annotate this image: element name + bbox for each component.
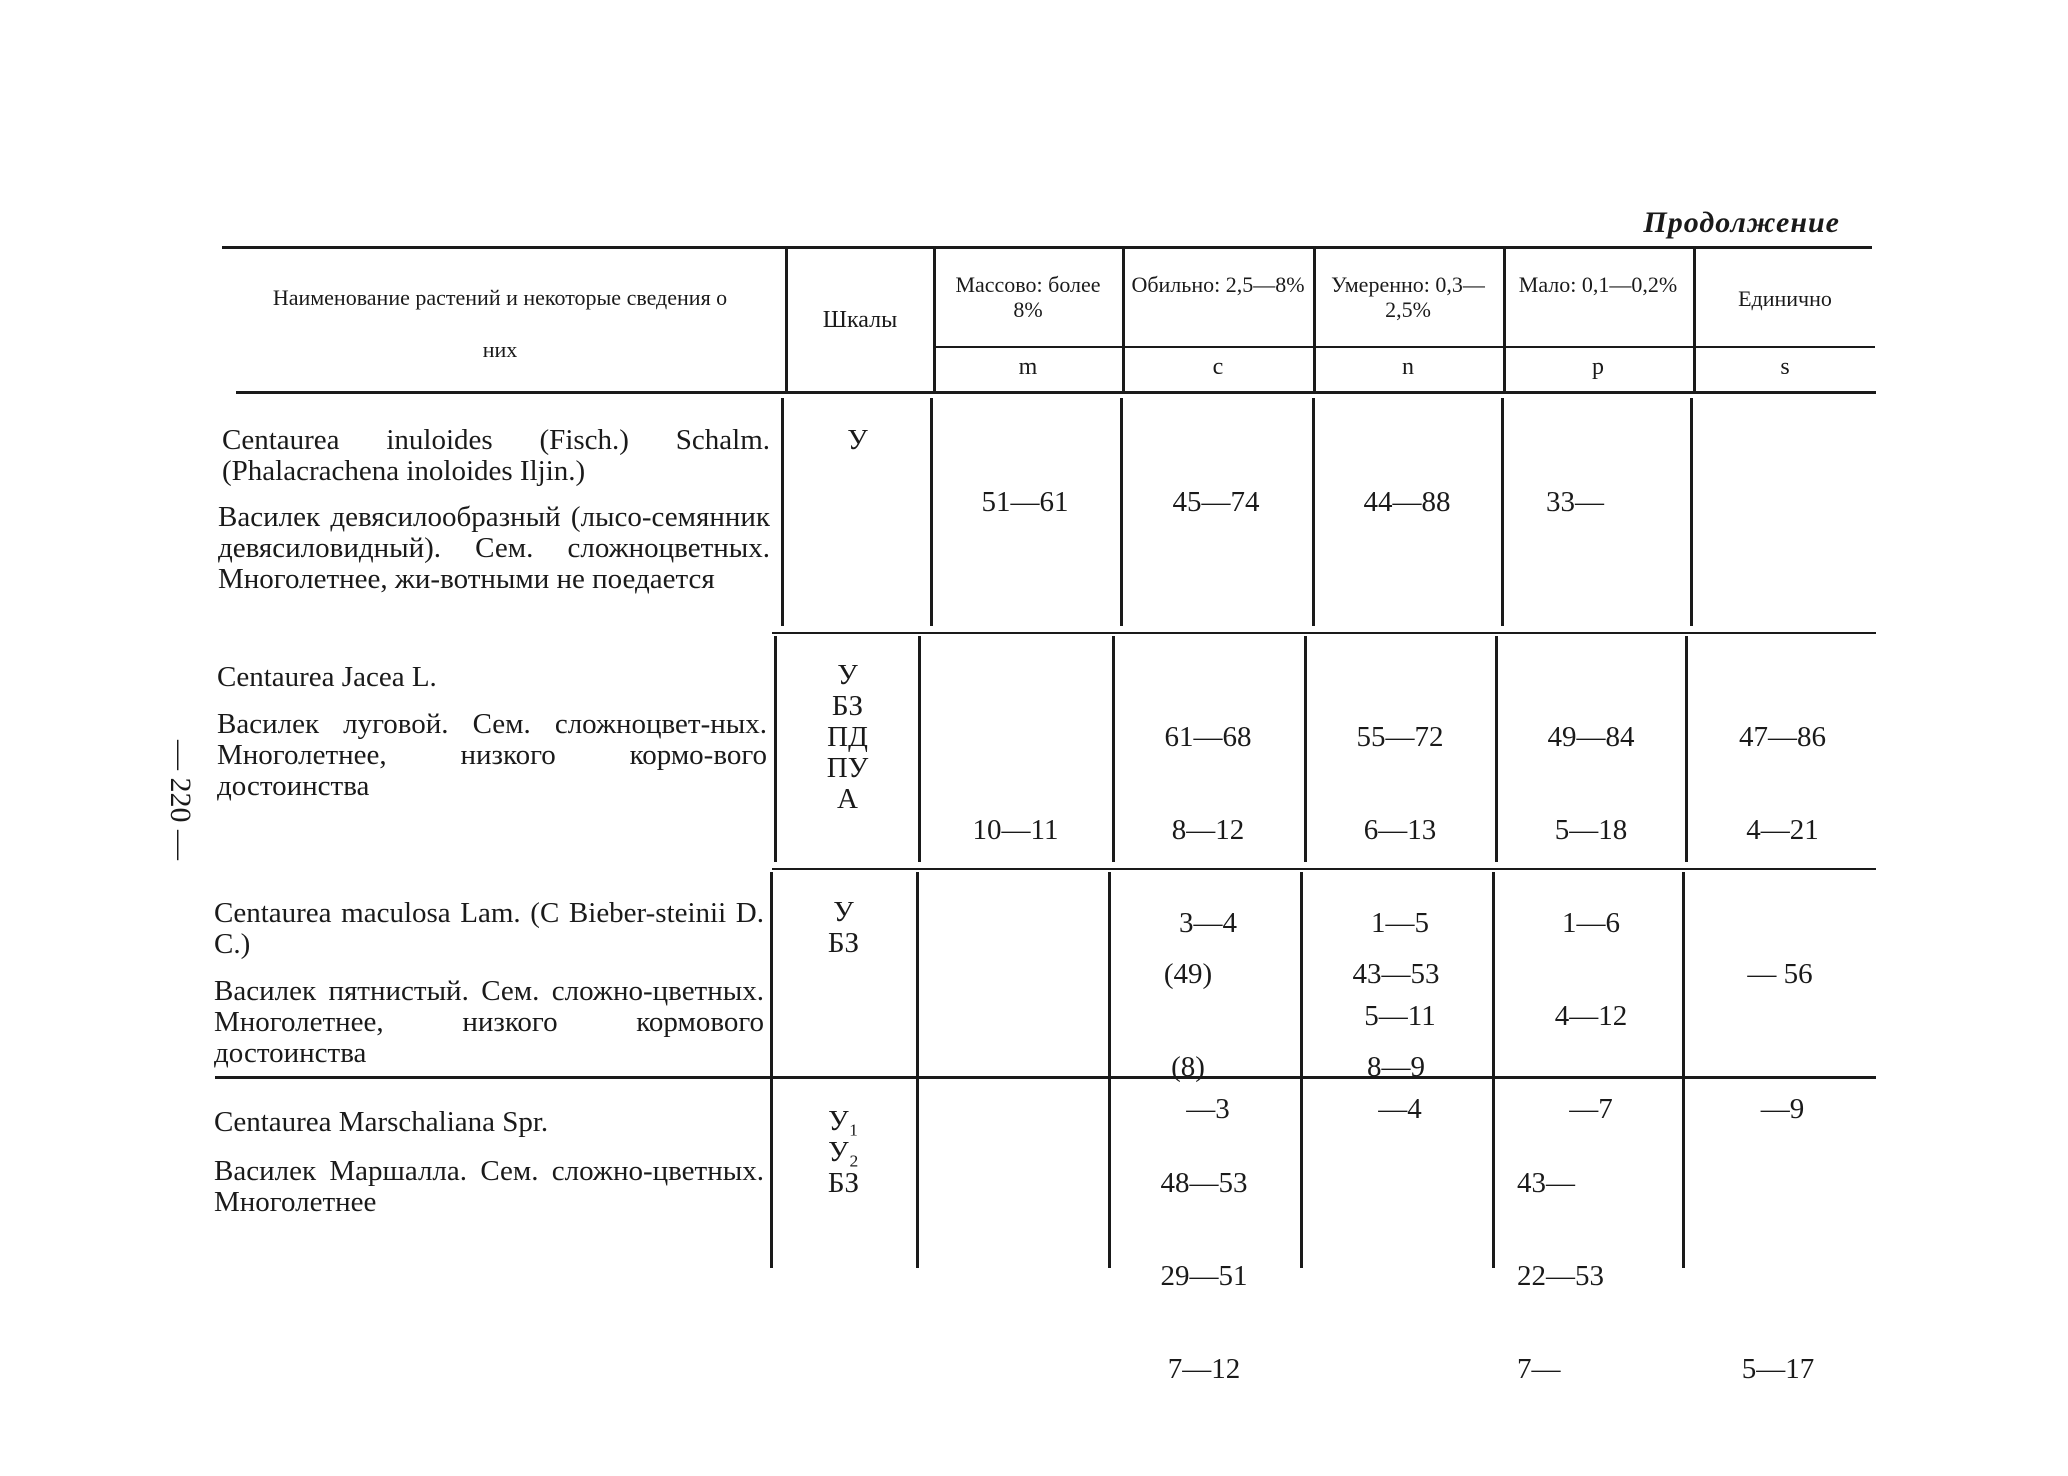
header-divider bbox=[1693, 248, 1696, 392]
value: 1—5 bbox=[1371, 907, 1429, 939]
scale-code: У bbox=[833, 896, 854, 928]
value: 51—61 bbox=[981, 486, 1069, 518]
header-mass: Массово: более 8% bbox=[955, 272, 1101, 322]
value-cell-m bbox=[935, 425, 1115, 580]
header-abundant: Обильно: 2,5—8% bbox=[1131, 272, 1305, 297]
column-divider bbox=[1492, 872, 1495, 1268]
scale-code: БЗ bbox=[831, 690, 864, 722]
value: 4—21 bbox=[1746, 814, 1819, 846]
value: —3 bbox=[1186, 1093, 1230, 1125]
continuation-label: Продолжение bbox=[1643, 206, 1840, 239]
scales-cell bbox=[790, 425, 925, 456]
scale-code: У bbox=[847, 424, 868, 456]
scale-code: У bbox=[837, 659, 858, 691]
species-latin-name: Centaurea Marschaliana Spr. bbox=[214, 1106, 549, 1138]
column-divider bbox=[1501, 398, 1504, 626]
header-moderate-abbr: n bbox=[1402, 354, 1414, 380]
value: (49) bbox=[1163, 958, 1213, 990]
value-cell-c bbox=[1125, 425, 1307, 580]
column-divider bbox=[1682, 872, 1685, 1268]
scale-code: У₂ bbox=[828, 1136, 859, 1168]
column-divider bbox=[781, 398, 784, 626]
scales-cell bbox=[780, 660, 915, 815]
header-few: Мало: 0,1—0,2% bbox=[1518, 272, 1678, 297]
header-divider bbox=[933, 248, 936, 392]
column-divider bbox=[1120, 398, 1123, 626]
scale-code: ПУ bbox=[826, 752, 869, 784]
header-divider bbox=[1313, 248, 1316, 392]
header-single-abbr: s bbox=[1780, 354, 1790, 380]
header-divider bbox=[1503, 248, 1506, 392]
value-cell-n bbox=[1113, 1106, 1295, 1447]
scale-code: БЗ bbox=[827, 1167, 860, 1199]
header-few-abbr: p bbox=[1592, 354, 1604, 380]
value bbox=[1688, 1168, 1868, 1199]
species-description: Василек девясилообразный (лысо-семянник девясиловидный). Сем. сложноцветных. Многолетнее, жи-вотными не поедается bbox=[218, 501, 770, 595]
value: (8) bbox=[1171, 1051, 1205, 1083]
column-divider bbox=[1495, 636, 1498, 862]
value-cell-m bbox=[923, 660, 1108, 908]
value: 5—11 bbox=[1364, 1000, 1436, 1032]
value: —7 bbox=[1569, 1093, 1613, 1125]
species-description: Василек пятнистый. Сем. сложно-цветных. Многолетнее, низкого кормового достоинства bbox=[214, 975, 764, 1069]
table-top-rule bbox=[222, 246, 1872, 249]
value-cell-s bbox=[1688, 1106, 1868, 1447]
column-divider bbox=[1690, 398, 1693, 626]
column-divider bbox=[930, 398, 933, 626]
value: 22—53 bbox=[1517, 1260, 1604, 1292]
value bbox=[1688, 1261, 1868, 1292]
value: 5—17 bbox=[1741, 1353, 1815, 1385]
species-latin-name: Centaurea inuloides (Fisch.) Schalm. (Phalacrachena inoloides Iljin.) bbox=[222, 424, 770, 487]
value: 45—74 bbox=[1172, 486, 1260, 518]
species-latin-name: Centaurea maculosa Lam. (C Bieber-steinii D. C.) bbox=[214, 897, 764, 960]
scales-cell bbox=[776, 1106, 911, 1199]
value-cell-p bbox=[1305, 897, 1487, 1145]
species-description: Василек Маршалла. Сем. сложно-цветных. Многолетнее bbox=[214, 1155, 764, 1218]
value bbox=[923, 722, 1108, 753]
species-latin-name: Centaurea Jacea L. bbox=[217, 661, 437, 693]
scale-code: У₁ bbox=[828, 1105, 859, 1137]
scale-code: А bbox=[837, 783, 858, 815]
header-moderate: Умеренно: 0,3—2,5% bbox=[1331, 272, 1485, 322]
value: — 56 bbox=[1747, 958, 1813, 990]
header-scales-column: Шкалы bbox=[822, 307, 898, 333]
value: —4 bbox=[1378, 1093, 1422, 1125]
column-divider bbox=[1108, 872, 1111, 1268]
header-sub-rule bbox=[935, 346, 1875, 348]
value: 61—68 bbox=[1164, 721, 1252, 753]
value: 1—6 bbox=[1562, 907, 1620, 939]
header-name-column: Наименование растений и некоторые сведения о них bbox=[272, 285, 728, 362]
value: 47—86 bbox=[1739, 721, 1826, 753]
value-cell-n bbox=[1317, 425, 1497, 580]
column-divider bbox=[1312, 398, 1315, 626]
column-divider bbox=[1304, 636, 1307, 862]
scale-code: БЗ bbox=[827, 927, 860, 959]
page-number-text: — 220 — bbox=[164, 740, 197, 860]
value: 8—12 bbox=[1171, 814, 1245, 846]
header-divider bbox=[1122, 248, 1125, 392]
value-cell-s bbox=[1690, 897, 1870, 1052]
header-mass-abbr: m bbox=[1018, 354, 1038, 380]
column-divider bbox=[918, 636, 921, 862]
column-divider bbox=[1300, 872, 1303, 1268]
value: 55—72 bbox=[1356, 721, 1444, 753]
header-abundant-abbr: c bbox=[1212, 354, 1224, 380]
column-divider bbox=[770, 872, 773, 1268]
value: 43— bbox=[1517, 1167, 1575, 1199]
column-divider bbox=[916, 872, 919, 1268]
scales-cell bbox=[776, 897, 911, 959]
value-cell-p bbox=[1497, 1106, 1677, 1447]
species-description: Василек луговой. Сем. сложноцвет-ных. Многолетнее, низкого кормо-вого достоинства bbox=[217, 708, 767, 802]
column-divider bbox=[1685, 636, 1688, 862]
scale-code: ПД bbox=[827, 721, 868, 753]
value: 6—13 bbox=[1363, 814, 1437, 846]
value-cell-p bbox=[1506, 425, 1686, 580]
page-number bbox=[150, 725, 210, 875]
value: 10—11 bbox=[972, 814, 1059, 846]
value: —9 bbox=[1760, 1093, 1805, 1125]
value: 3—4 bbox=[1179, 907, 1237, 939]
row-separator bbox=[772, 632, 1876, 634]
header-divider bbox=[785, 248, 788, 392]
column-divider bbox=[774, 636, 777, 862]
value: 44—88 bbox=[1363, 486, 1451, 518]
value: 8—9 bbox=[1367, 1051, 1425, 1083]
value: 43—53 bbox=[1352, 958, 1440, 990]
value: 48—53 bbox=[1160, 1167, 1248, 1199]
header-bottom-rule bbox=[236, 391, 1876, 394]
value: 4—12 bbox=[1554, 1000, 1628, 1032]
value: 7— bbox=[1517, 1353, 1561, 1385]
value: 29—51 bbox=[1160, 1260, 1248, 1292]
value: 7—12 bbox=[1167, 1353, 1241, 1385]
column-divider bbox=[1112, 636, 1115, 862]
value: 49—84 bbox=[1547, 721, 1635, 753]
header-single: Единично bbox=[1738, 286, 1832, 311]
value: 5—18 bbox=[1554, 814, 1628, 846]
value: 33— bbox=[1546, 486, 1604, 518]
